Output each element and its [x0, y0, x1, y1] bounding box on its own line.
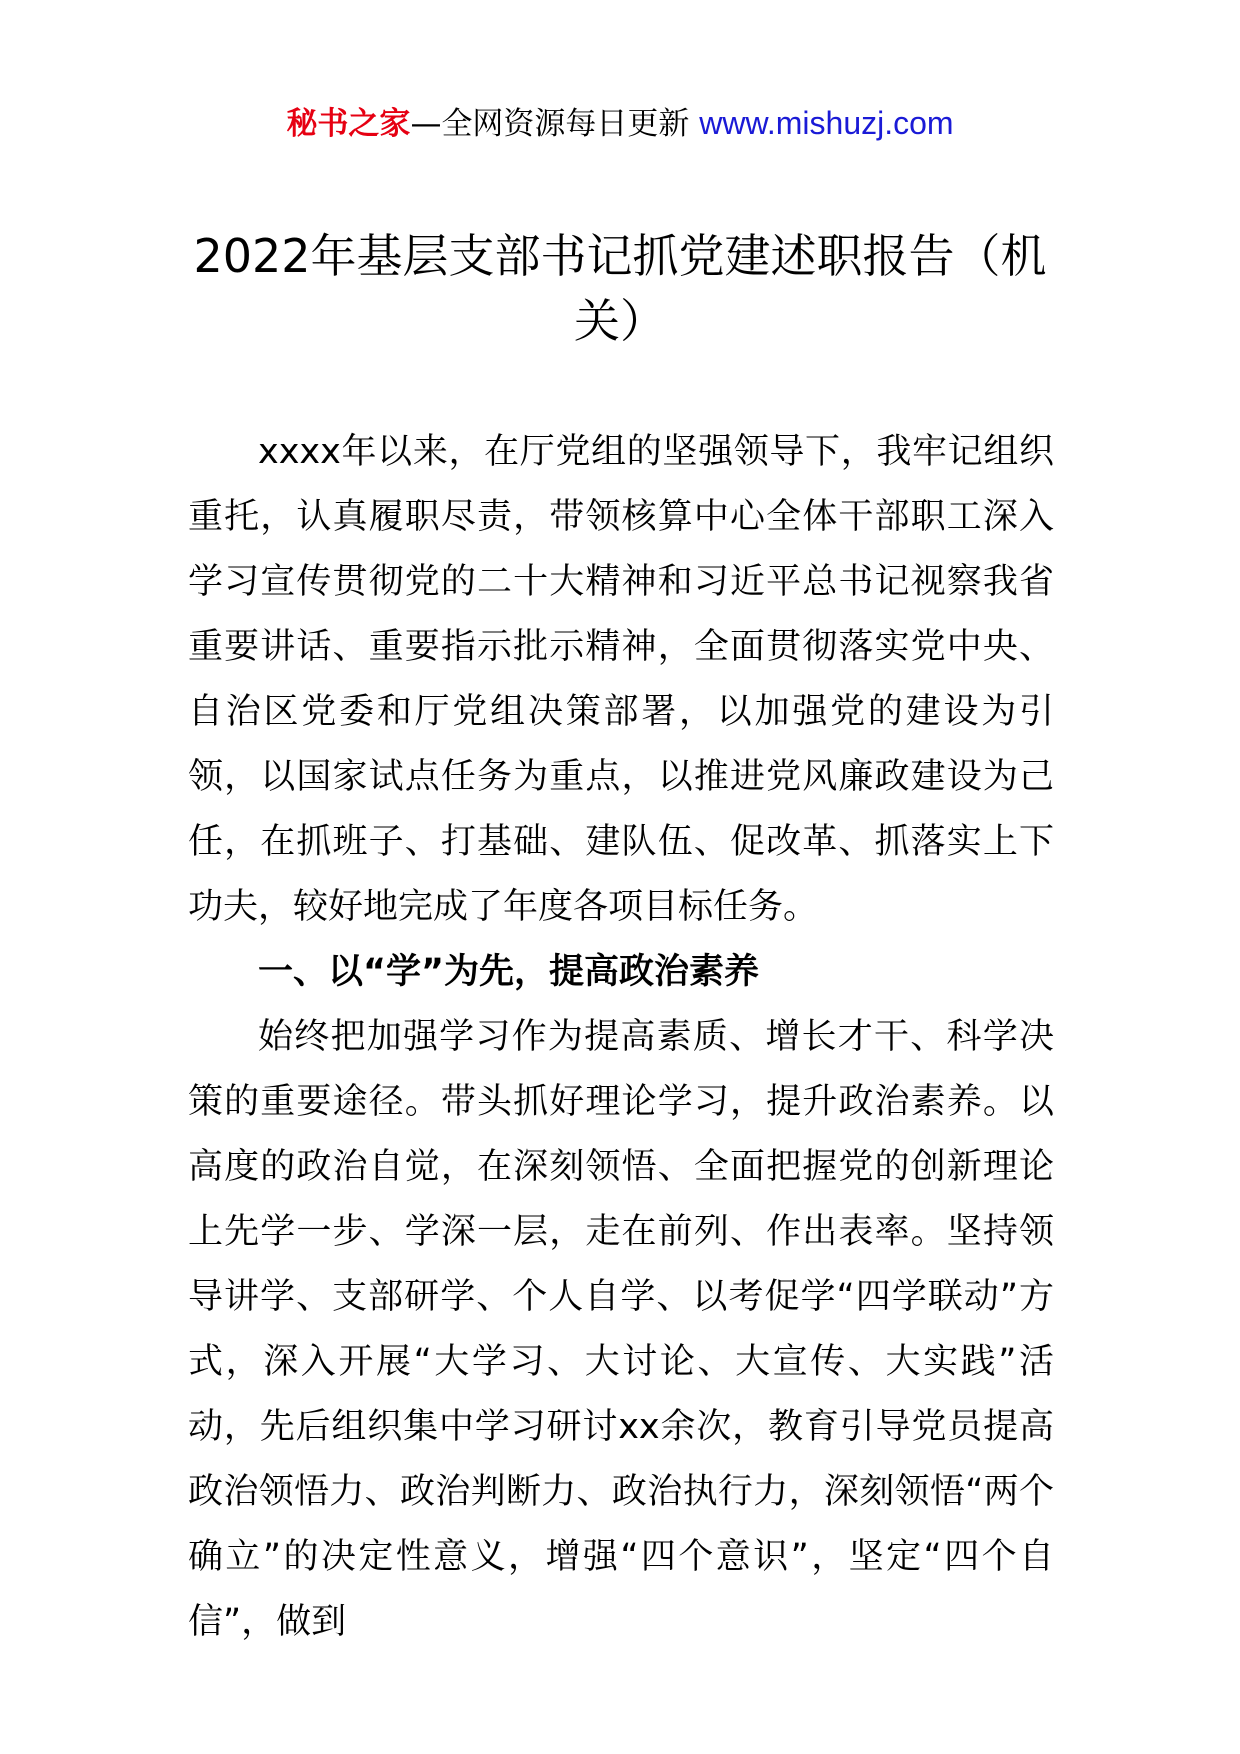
site-brand: 秘书之家	[286, 106, 411, 142]
document-body	[188, 420, 1054, 1655]
intro-paragraph: xxxx年以来，在厅党组的坚强领导下，我牢记组织重托，认真履职尽责，带领核算中心全体干部职工深入学习宣传贯彻党的二十大精神和习近平总书记视察我省重要讲话、重要指示批示精神，全面贯彻落实党中央、自治区党委和厅党组决策部署，以加强党的建设为引领，以国家试点任务为重点，以推进党风廉政建设为己任，在抓班子、打基础、建队伍、促改革、抓落实上下功夫，较好地完成了年度各项目标任务。	[188, 432, 1054, 927]
site-url-link[interactable]: www.mishuzj.com	[699, 105, 954, 141]
document-title: 2022年基层支部书记抓党建述职报告（机关）	[193, 229, 1047, 348]
site-header	[0, 98, 1240, 149]
section-heading: 一、以“学”为先，提高政治素养	[258, 952, 760, 992]
site-slogan: —全网资源每日更新	[410, 106, 690, 142]
section-paragraph: 始终把加强学习作为提高素质、增长才干、科学决策的重要途径。带头抓好理论学习，提升政治素养。以高度的政治自觉，在深刻领悟、全面把握党的创新理论上先学一步、学深一层，走在前列、作出表率。坚持领导讲学、支部研学、个人自学、以考促学“四学联动”方式，深入开展“大学习、大讨论、大宣传、大实践”活动，先后组织集中学习研讨xx余次，教育引导党员提高政治领悟力、政治判断力、政治执行力，深刻领悟“两个确立”的决定性意义，增强“四个意识”，坚定“四个自信”，做到	[188, 1017, 1054, 1642]
